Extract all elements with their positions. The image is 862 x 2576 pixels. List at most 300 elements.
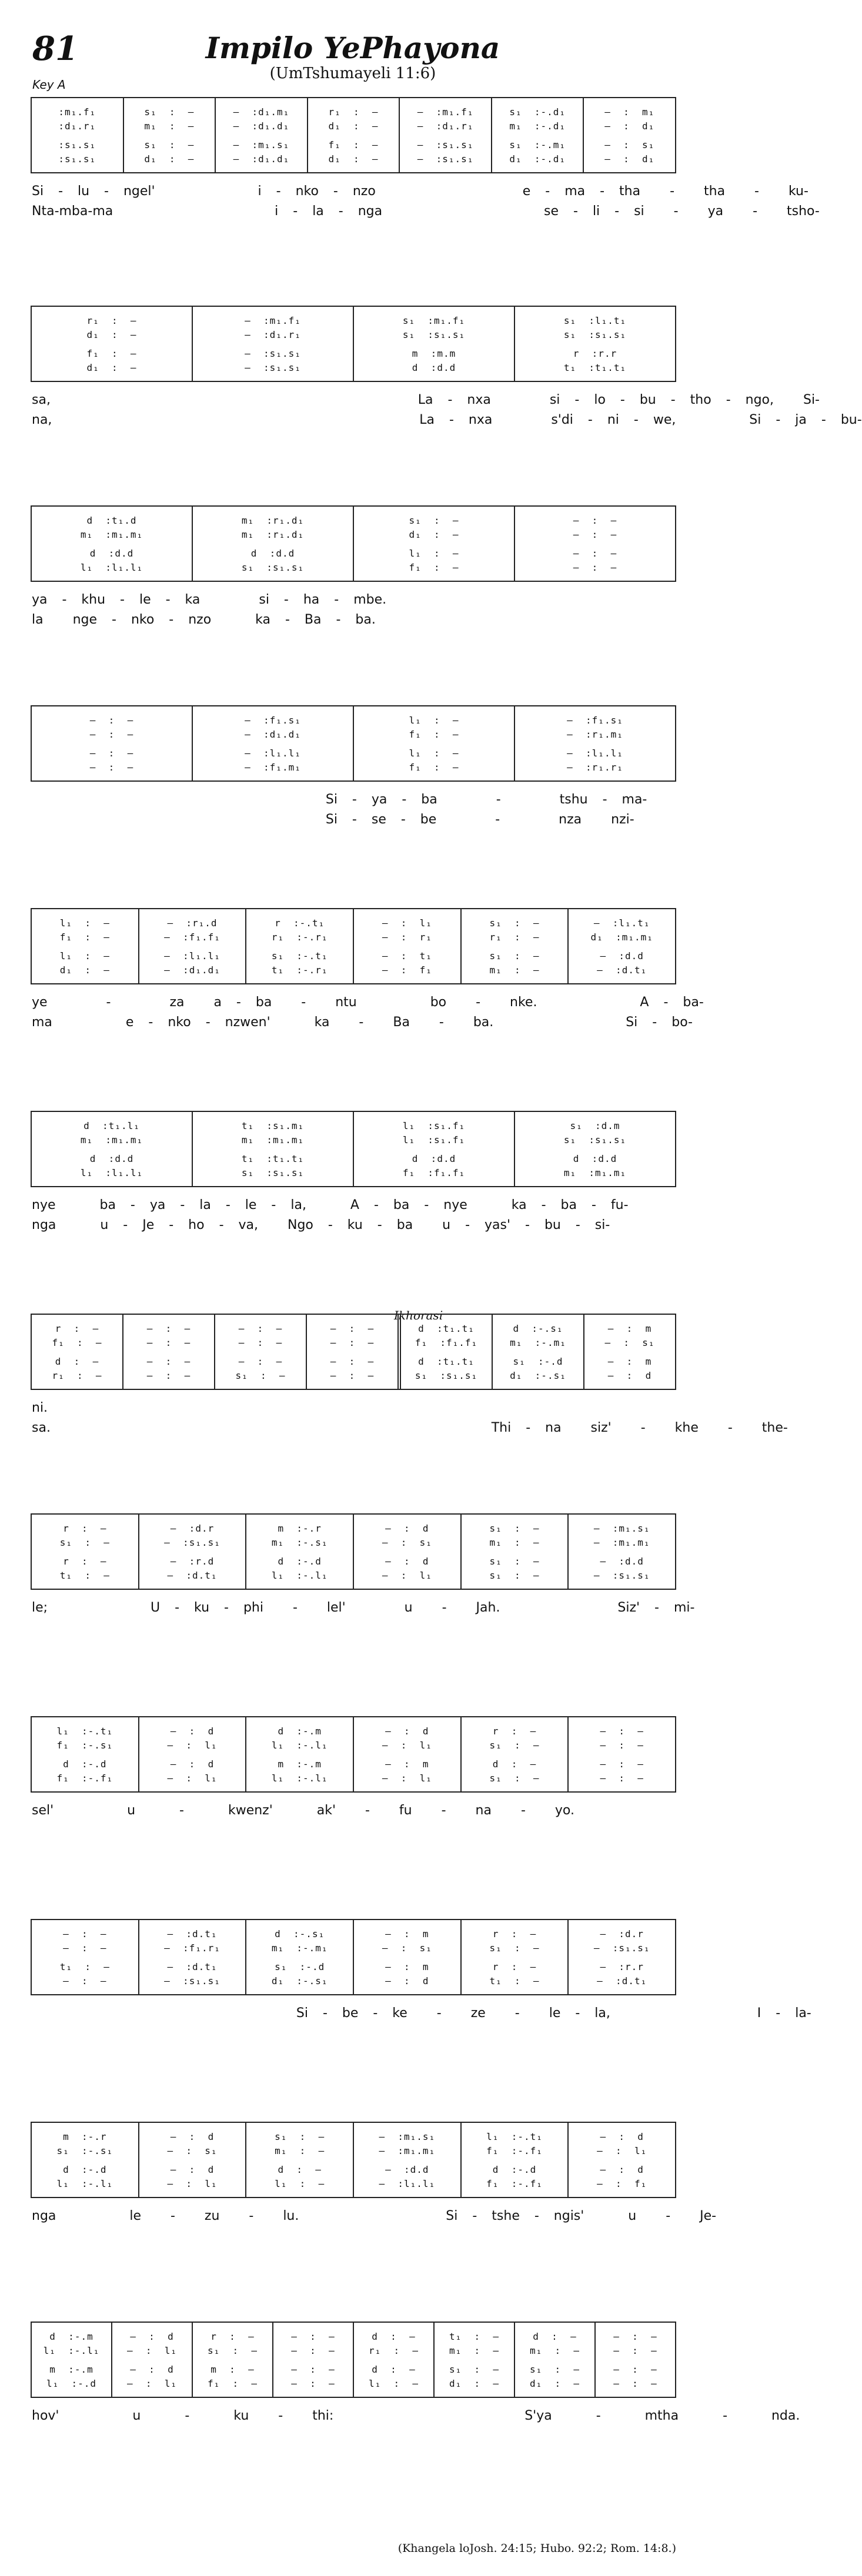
- voice-part: — : —: [291, 2378, 335, 2389]
- voice-part: — :s₁.s₁: [164, 1537, 220, 1548]
- measure: [123, 98, 215, 172]
- voice-part: m₁ :m₁.m₁: [80, 1134, 143, 1145]
- measure: [567, 1920, 675, 1994]
- voice-part: d :-.m: [49, 2331, 93, 2342]
- voice-part: — : —: [573, 529, 617, 540]
- voice-part: — : —: [573, 548, 617, 559]
- measure: [353, 307, 514, 381]
- voice-part: — :d.d: [385, 2164, 429, 2175]
- voice-part: — : l₁: [167, 1740, 218, 1751]
- voice-part: — : d: [170, 2131, 215, 2142]
- measure: [192, 507, 353, 581]
- voice-part: d₁ : —: [86, 362, 137, 373]
- voice-part: s₁ : —: [144, 139, 195, 150]
- measure: [32, 1717, 138, 1791]
- voice-part: — : d: [600, 2164, 644, 2175]
- staff: [31, 306, 676, 382]
- voice-part: l₁ :s₁.f₁: [402, 1134, 466, 1145]
- lyric-line: nye ba - ya - la - le - la, A - ba - nye ka - ba - fu-: [32, 1198, 629, 1212]
- measure: [215, 98, 307, 172]
- voice-part: s₁ :s₁.s₁: [402, 329, 466, 340]
- voice-part: — : —: [89, 748, 134, 759]
- voice-part: — : l₁: [167, 1773, 218, 1784]
- voice-part: — :f₁.r₁: [164, 1942, 220, 1954]
- measure: [32, 98, 123, 172]
- measure: [353, 1920, 460, 1994]
- key-signature: Key A: [32, 78, 66, 92]
- voice-part: — : l₁: [382, 1773, 432, 1784]
- staff: [31, 2122, 676, 2198]
- voice-part: s₁ : —: [275, 2131, 325, 2142]
- voice-part: d : —: [492, 1758, 537, 1770]
- lyrics: [31, 993, 704, 1033]
- voice-part: — : d₁: [604, 120, 655, 132]
- voice-part: — : —: [600, 1758, 644, 1770]
- voice-part: l₁ : —: [368, 2378, 419, 2389]
- voice-part: f₁ :-.f₁: [56, 1773, 113, 1784]
- measure: [272, 2323, 353, 2397]
- score-system: [31, 1513, 695, 1618]
- measure: [514, 2323, 594, 2397]
- voice-part: s₁ :s₁.s₁: [415, 1370, 478, 1381]
- voice-part: r₁ : —: [86, 315, 137, 326]
- voice-part: f₁ : —: [86, 348, 137, 359]
- voice-part: s₁ : —: [207, 2345, 258, 2356]
- voice-part: m :-.m: [278, 1758, 322, 1770]
- staff: [31, 2322, 676, 2398]
- lyric-line: nga le - zu - lu. Si - tshe - ngis' u - Je-: [32, 2209, 717, 2223]
- voice-part: — : —: [63, 1975, 107, 1987]
- voice-part: s₁ :-.d₁: [509, 106, 566, 118]
- voice-part: r : —: [63, 1523, 107, 1534]
- measure: [353, 2323, 433, 2397]
- voice-part: d :t₁.t₁: [418, 1323, 475, 1334]
- measure: [192, 2323, 272, 2397]
- staff: [31, 705, 676, 782]
- voice-part: s₁ :-.d: [275, 1961, 325, 1972]
- voice-part: m₁ :r₁.d₁: [241, 529, 305, 540]
- voice-part: — :s₁.s₁: [593, 1570, 650, 1581]
- measure: [353, 909, 460, 983]
- voice-part: — : —: [63, 1942, 107, 1954]
- voice-part: — : l₁: [382, 1570, 432, 1581]
- lyric-line: Si - se - be - nza nzi-: [32, 812, 634, 827]
- voice-part: — : —: [573, 515, 617, 526]
- voice-part: — :d.t₁: [597, 964, 647, 976]
- voice-part: — : —: [238, 1356, 283, 1367]
- measure: [32, 307, 192, 381]
- voice-part: — :r₁.r₁: [567, 762, 623, 773]
- voice-part: :m₁.f₁: [58, 106, 96, 118]
- voice-part: — : —: [330, 1337, 375, 1348]
- voice-part: s₁ : —: [489, 1556, 540, 1567]
- measure: [353, 706, 514, 780]
- voice-part: — : d₁: [604, 153, 655, 165]
- score-system: [31, 306, 862, 430]
- measure: [32, 1920, 138, 1994]
- voice-part: — :d₁.d₁: [245, 729, 301, 740]
- measure: [138, 1920, 246, 1994]
- voice-part: l₁ :-.l₁: [271, 1740, 328, 1751]
- measure: [245, 1515, 353, 1589]
- measure: [583, 98, 675, 172]
- lyric-line: Si - ya - ba - tshu - ma-: [32, 792, 647, 807]
- voice-part: d₁ :-.s₁: [271, 1975, 328, 1987]
- voice-part: — :d.d: [600, 1556, 644, 1567]
- voice-part: t₁ : —: [489, 1975, 540, 1987]
- lyric-line: la nge - nko - nzo ka - Ba - ba.: [32, 612, 376, 627]
- voice-part: — : —: [146, 1323, 191, 1334]
- measure: [32, 507, 192, 581]
- voice-part: — : s₁: [382, 1942, 432, 1954]
- voice-part: r₁ : —: [328, 106, 379, 118]
- voice-part: d₁ : —: [59, 964, 110, 976]
- chorus-label: Ikhorasi: [394, 1308, 443, 1322]
- voice-part: — : —: [613, 2364, 657, 2375]
- voice-part: m₁ :m₁.m₁: [241, 1134, 305, 1145]
- voice-part: — : —: [89, 715, 134, 726]
- voice-part: — : l₁: [167, 2178, 218, 2189]
- voice-part: — : m: [385, 1961, 429, 1972]
- voice-part: l₁ :l₁.l₁: [80, 1167, 143, 1178]
- lyrics: [31, 1598, 695, 1618]
- voice-part: m :m.m: [412, 348, 456, 359]
- voice-part: s₁ :-.s₁: [56, 2145, 113, 2156]
- voice-part: — : —: [146, 1370, 191, 1381]
- scripture-references: (Khangela loJosh. 24:15; Hubo. 92:2; Rom. 14:8.): [397, 2542, 676, 2555]
- voice-part: t₁ : —: [449, 2331, 500, 2342]
- voice-part: — : s₁: [604, 1337, 655, 1348]
- voice-part: m₁ :r₁.d₁: [241, 515, 305, 526]
- voice-part: — :f₁.f₁: [164, 932, 220, 943]
- voice-part: — :d₁.r₁: [245, 329, 301, 340]
- voice-part: m₁ :-.m₁: [510, 1337, 566, 1348]
- lyrics: [31, 2004, 811, 2024]
- lyrics: [31, 2206, 717, 2226]
- measure: [514, 307, 675, 381]
- measure: [32, 706, 192, 780]
- lyric-line: Nta-mba-ma i - la - nga se - li - si - ya - tsho-: [32, 204, 820, 219]
- voice-part: s₁ : —: [489, 950, 540, 962]
- voice-part: — : d: [385, 1556, 429, 1567]
- voice-part: r :-.t₁: [275, 917, 325, 929]
- voice-part: d :d.d: [412, 1153, 456, 1164]
- lyric-line: Si - be - ke - ze - le - la, I - la-: [32, 2006, 811, 2021]
- voice-part: d₁ :-.d₁: [509, 153, 566, 165]
- voice-part: — :r.d: [170, 1556, 215, 1567]
- voice-part: — : r₁: [382, 932, 432, 943]
- voice-part: r : —: [55, 1323, 99, 1334]
- voice-part: r : —: [492, 1726, 537, 1737]
- lyric-line: nga u - Je - ho - va, Ngo - ku - ba u - yas' - bu - si-: [32, 1218, 610, 1232]
- voice-part: t₁ :-.r₁: [271, 964, 328, 976]
- voice-part: — : f₁: [382, 964, 432, 976]
- measure: [306, 1315, 397, 1389]
- voice-part: s₁ :s₁.s₁: [241, 562, 305, 573]
- voice-part: — :d.t₁: [167, 1961, 218, 1972]
- voice-part: r :r.r: [573, 348, 617, 359]
- voice-part: d :-.d: [63, 2164, 107, 2175]
- measure: [245, 1920, 353, 1994]
- voice-part: — : d: [607, 1370, 652, 1381]
- voice-part: m₁ : —: [529, 2345, 580, 2356]
- voice-part: l₁ :-.l₁: [271, 1773, 328, 1784]
- voice-part: s₁ : —: [489, 1523, 540, 1534]
- voice-part: s₁ :-.t₁: [271, 950, 328, 962]
- lyric-line: Si - lu - ngel' i - nko - nzo e - ma - tha - tha - ku-: [32, 184, 808, 199]
- voice-part: d : —: [278, 2164, 322, 2175]
- voice-part: — : m: [385, 1758, 429, 1770]
- measure: [433, 2323, 514, 2397]
- measure: [353, 1112, 514, 1186]
- staff: [31, 1919, 676, 1995]
- voice-part: — :m₁.s₁: [379, 2131, 436, 2142]
- voice-part: :s₁.s₁: [58, 139, 96, 150]
- voice-part: s₁ :s₁.s₁: [241, 1167, 305, 1178]
- voice-part: — : —: [613, 2331, 657, 2342]
- voice-part: — : d: [385, 1523, 429, 1534]
- measure: [567, 1515, 675, 1589]
- voice-part: — :r₁.d: [167, 917, 218, 929]
- voice-part: f₁ : —: [409, 762, 459, 773]
- voice-part: m₁ : —: [275, 2145, 325, 2156]
- measure: [192, 1112, 353, 1186]
- measure: [32, 1112, 192, 1186]
- voice-part: — : —: [613, 2345, 657, 2356]
- voice-part: d :d.d: [89, 548, 134, 559]
- voice-part: — :d.d: [600, 950, 644, 962]
- voice-part: — :f₁.s₁: [245, 715, 301, 726]
- measure: [214, 1315, 306, 1389]
- voice-part: d :-.s₁: [513, 1323, 563, 1334]
- voice-part: r₁ : —: [489, 932, 540, 943]
- voice-part: — :m₁.m₁: [379, 2145, 436, 2156]
- voice-part: l₁ :-.d: [46, 2378, 97, 2389]
- voice-part: — : m: [607, 1356, 652, 1367]
- voice-part: — : f₁: [597, 2178, 647, 2189]
- lyric-line: sa. Thi - na siz' - khe - the-: [32, 1421, 788, 1435]
- voice-part: — :s₁.s₁: [417, 153, 474, 165]
- voice-part: l₁ :-.t₁: [486, 2131, 543, 2142]
- lyric-line: ye - za a - ba - ntu bo - nke. A - ba-: [32, 995, 704, 1010]
- voice-part: — : —: [573, 562, 617, 573]
- measure: [245, 909, 353, 983]
- measure: [460, 909, 568, 983]
- voice-part: d₁ : —: [86, 329, 137, 340]
- voice-part: m :-.r: [278, 1523, 322, 1534]
- voice-part: s₁ :-.m₁: [509, 139, 566, 150]
- score-system: [31, 97, 820, 222]
- voice-part: s₁ : —: [489, 1942, 540, 1954]
- voice-part: f₁ :-.f₁: [486, 2145, 543, 2156]
- voice-part: m₁ :-.s₁: [271, 1537, 328, 1548]
- lyric-line: sel' u - kwenz' ak' - fu - na - yo.: [32, 1803, 574, 1818]
- measure: [399, 98, 491, 172]
- voice-part: d₁ : —: [409, 529, 459, 540]
- score-system: [31, 705, 676, 830]
- voice-part: — : m: [385, 1928, 429, 1939]
- measure: [122, 1315, 214, 1389]
- voice-part: — : —: [330, 1370, 375, 1381]
- voice-part: s₁ : —: [529, 2364, 580, 2375]
- voice-part: l₁ : —: [409, 715, 459, 726]
- measure: [460, 2123, 568, 2197]
- measure: [32, 1515, 138, 1589]
- staff: [31, 1111, 676, 1187]
- voice-part: m₁ :-.d₁: [509, 120, 566, 132]
- voice-part: l₁ :-.l₁: [43, 2345, 100, 2356]
- voice-part: l₁ :-.l₁: [271, 1570, 328, 1581]
- voice-part: s₁ : —: [449, 2364, 500, 2375]
- voice-part: — : d: [170, 1758, 215, 1770]
- measure: [514, 507, 675, 581]
- voice-part: r₁ :-.r₁: [271, 932, 328, 943]
- voice-part: — :d₁.d₁: [233, 120, 290, 132]
- lyrics: [31, 1398, 788, 1438]
- voice-part: l₁ :-.l₁: [56, 2178, 113, 2189]
- measure: [567, 909, 675, 983]
- voice-part: d : —: [372, 2331, 416, 2342]
- lyric-line: hov' u - ku - thi: S'ya - mtha - nda.: [32, 2408, 800, 2423]
- voice-part: m₁ : —: [144, 120, 195, 132]
- voice-part: d :-.d: [278, 1556, 322, 1567]
- voice-part: s₁ : —: [489, 1773, 540, 1784]
- measure: [111, 2323, 192, 2397]
- measure: [460, 1920, 568, 1994]
- voice-part: d₁ : —: [449, 2378, 500, 2389]
- measure: [32, 1315, 122, 1389]
- voice-part: — :d.t₁: [167, 1570, 218, 1581]
- lyrics: [31, 1195, 676, 1235]
- voice-part: l₁ : —: [59, 917, 110, 929]
- voice-part: — : —: [89, 729, 134, 740]
- voice-part: l₁ : —: [275, 2178, 325, 2189]
- voice-part: m₁ : —: [489, 964, 540, 976]
- voice-part: d :-.s₁: [275, 1928, 325, 1939]
- voice-part: f₁ : —: [52, 1337, 102, 1348]
- voice-part: m :-.r: [63, 2131, 107, 2142]
- measure: [514, 706, 675, 780]
- voice-part: l₁ : —: [409, 748, 459, 759]
- voice-part: — :f₁.s₁: [567, 715, 623, 726]
- score-system: [31, 1314, 788, 1438]
- voice-part: — : d: [170, 1726, 215, 1737]
- lyric-line: ni.: [32, 1401, 48, 1415]
- voice-part: s₁ :s₁.s₁: [563, 1134, 627, 1145]
- lyrics: [31, 790, 676, 830]
- voice-part: l₁ :s₁.f₁: [402, 1120, 466, 1131]
- lyric-line: ya - khu - le - ka si - ha - mbe.: [32, 592, 387, 607]
- voice-part: — : —: [238, 1323, 283, 1334]
- voice-part: m :-.m: [49, 2364, 93, 2375]
- voice-part: — :s₁.s₁: [245, 362, 301, 373]
- staff: [31, 1716, 676, 1793]
- voice-part: d :d.d: [250, 548, 295, 559]
- voice-part: s₁ : —: [144, 106, 195, 118]
- voice-part: s₁ : —: [409, 515, 459, 526]
- voice-part: — :m₁.f₁: [245, 315, 301, 326]
- voice-part: f₁ :-.f₁: [486, 2178, 543, 2189]
- voice-part: t₁ : —: [59, 1570, 110, 1581]
- voice-part: s₁ :d.m: [570, 1120, 620, 1131]
- voice-part: d₁ : —: [328, 120, 379, 132]
- measure: [583, 1315, 675, 1389]
- lyrics: [31, 590, 676, 630]
- measure: [307, 98, 399, 172]
- voice-part: — :s₁.s₁: [417, 139, 474, 150]
- voice-part: t₁ : —: [59, 1961, 110, 1972]
- voice-part: t₁ :t₁.t₁: [241, 1153, 305, 1164]
- voice-part: — :l₁.l₁: [164, 950, 220, 962]
- voice-part: d :t₁.t₁: [418, 1356, 475, 1367]
- voice-part: t₁ :t₁.t₁: [563, 362, 627, 373]
- voice-part: — : s₁: [604, 139, 655, 150]
- voice-part: — : l₁: [382, 1740, 432, 1751]
- hymn-subtitle: (UmTshumayeli 11:6): [269, 65, 436, 82]
- voice-part: f₁ : —: [59, 932, 110, 943]
- voice-part: l₁ : —: [59, 950, 110, 962]
- voice-part: — :m₁.f₁: [417, 106, 474, 118]
- voice-part: — :d₁.d₁: [164, 964, 220, 976]
- voice-part: — :d.r: [170, 1523, 215, 1534]
- voice-part: d :-.m: [278, 1726, 322, 1737]
- voice-part: — :d₁.m₁: [233, 106, 290, 118]
- voice-part: — : l₁: [126, 2378, 178, 2389]
- voice-part: d :t₁.d: [86, 515, 137, 526]
- voice-part: d₁ : —: [328, 153, 379, 165]
- measure: [353, 1717, 460, 1791]
- voice-part: :s₁.s₁: [58, 153, 96, 165]
- voice-part: — : —: [89, 762, 134, 773]
- voice-part: :d₁.r₁: [58, 120, 96, 132]
- voice-part: — :l₁.l₁: [379, 2178, 436, 2189]
- measure: [32, 2123, 138, 2197]
- voice-part: — : s₁: [167, 2145, 218, 2156]
- score-system: [31, 1919, 811, 2024]
- measure: [192, 706, 353, 780]
- measure: [460, 1717, 568, 1791]
- voice-part: r₁ : —: [52, 1370, 102, 1381]
- voice-part: — :m₁.s₁: [593, 1523, 650, 1534]
- voice-part: f₁ : —: [409, 562, 459, 573]
- voice-part: — :d.t₁: [167, 1928, 218, 1939]
- voice-part: f₁ :-.s₁: [56, 1740, 113, 1751]
- lyrics: [31, 1801, 676, 1821]
- voice-part: — : m: [607, 1323, 652, 1334]
- voice-part: s₁ : —: [235, 1370, 286, 1381]
- voice-part: m₁ : —: [489, 1537, 540, 1548]
- voice-part: d :d.d: [412, 362, 456, 373]
- voice-part: s₁ :l₁.t₁: [563, 315, 627, 326]
- voice-part: d :d.d: [573, 1153, 617, 1164]
- voice-part: — : —: [600, 1740, 644, 1751]
- measure: [353, 507, 514, 581]
- voice-part: — :m₁.s₁: [233, 139, 290, 150]
- measure: [492, 1315, 583, 1389]
- voice-part: — : d: [600, 2131, 644, 2142]
- voice-part: r : —: [492, 1961, 537, 1972]
- voice-part: — : d: [130, 2364, 174, 2375]
- voice-part: — :d₁.d₁: [233, 153, 290, 165]
- voice-part: r₁ : —: [368, 2345, 419, 2356]
- voice-part: l₁ :-.t₁: [56, 1726, 113, 1737]
- measure: [138, 1515, 246, 1589]
- measure: [138, 2123, 246, 2197]
- voice-part: — :l₁.l₁: [567, 748, 623, 759]
- score-system: [31, 908, 704, 1033]
- voice-part: d :-.d: [492, 2164, 537, 2175]
- voice-part: — :m₁.m₁: [593, 1537, 650, 1548]
